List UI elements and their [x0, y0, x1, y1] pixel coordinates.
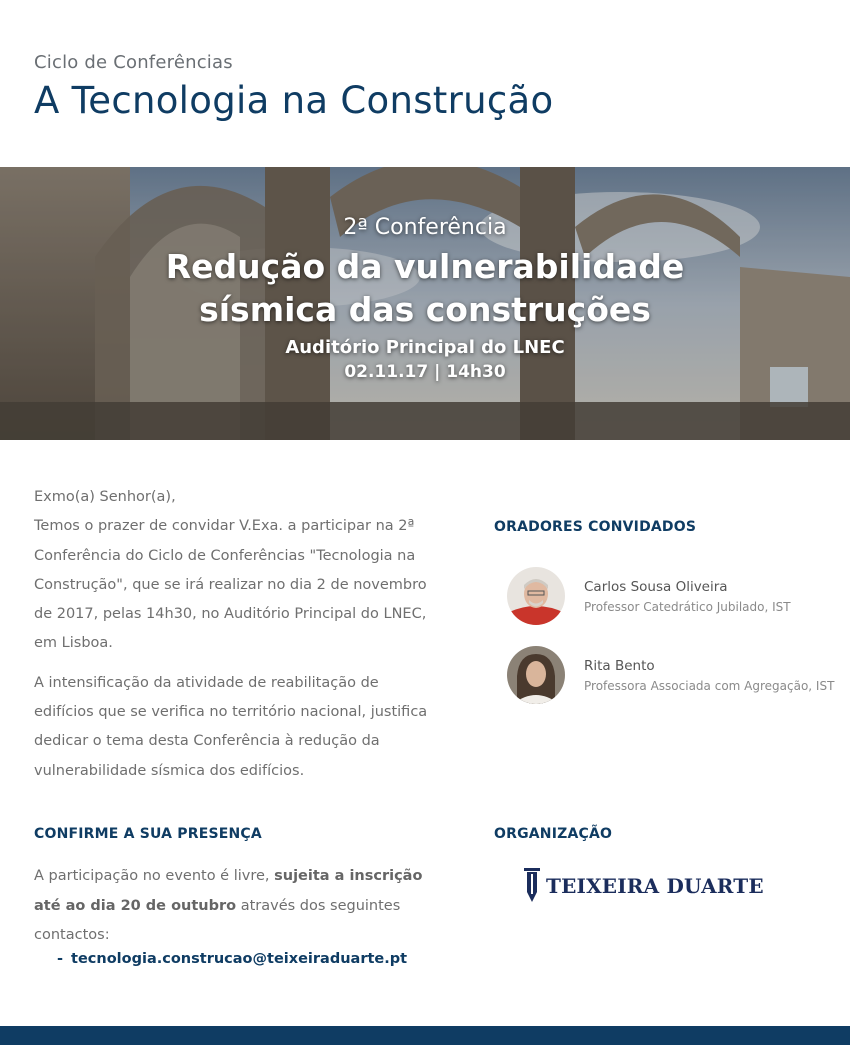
invitation-paragraph: Temos o prazer de convidar V.Exa. a participar na 2ª Conferência do Ciclo de Conferências "Tecnologia na Construção", que se irá realizar no dia 2 de novembro de 2017, pelas 14h30, no Auditório Principal do LNEC, em Lisboa.: [34, 518, 427, 652]
conference-title: Redução da vulnerabilidade sísmica das construções: [165, 247, 685, 329]
venue: Auditório Principal do LNEC: [285, 337, 565, 358]
context-paragraph: A intensificação da atividade de reabilitação de edifícios que se verifica no território nacional, justifica dedicar o tema desta Conferência à redução da vulnerabilidade sísmica dos edifícios.: [34, 674, 428, 779]
conference-number: 2ª Conferência: [343, 215, 507, 240]
footer-bar: [0, 1026, 850, 1045]
hero-banner: [0, 167, 850, 440]
email-link[interactable]: tecnologia.construcao@teixeiraduarte.pt: [71, 951, 408, 967]
logo-wordmark: TEIXEIRA DUARTE: [546, 874, 764, 898]
speaker-card: [507, 646, 834, 704]
series-label: Ciclo de Conferências: [34, 52, 233, 73]
speaker-name: Carlos Sousa Oliveira: [584, 578, 728, 595]
speaker-avatar: [507, 567, 565, 625]
date-time: 02.11.17 | 14h30: [344, 362, 506, 382]
speakers-heading: ORADORES CONVIDADOS: [494, 519, 697, 535]
speaker-role: Professora Associada com Agregação, IST: [584, 678, 835, 693]
organization-heading: ORGANIZAÇÃO: [494, 826, 613, 842]
deadline-text: sujeita a inscrição até ao dia 20 de outubro: [34, 868, 423, 914]
header: [34, 52, 553, 122]
contact-item: - tecnologia.construcao@teixeiraduarte.pt: [57, 951, 408, 967]
page-title: A Tecnologia na Construção: [34, 79, 554, 122]
greeting: Exmo(a) Senhor(a),: [34, 489, 176, 505]
rsvp-heading: CONFIRME A SUA PRESENÇA: [34, 826, 262, 842]
speaker-role: Professor Catedrático Jubilado, IST: [584, 599, 791, 614]
teixeira-duarte-logo: [524, 868, 764, 904]
speaker-name: Rita Bento: [584, 657, 655, 674]
pen-nib-icon: [524, 868, 540, 904]
speaker-card: [507, 567, 791, 625]
rsvp-text: A participação no evento é livre, sujeita a inscrição até ao dia 20 de outubro através dos seguintes contactos:: [34, 868, 423, 943]
speaker-avatar: [507, 646, 565, 704]
invitation-text: [34, 483, 434, 786]
